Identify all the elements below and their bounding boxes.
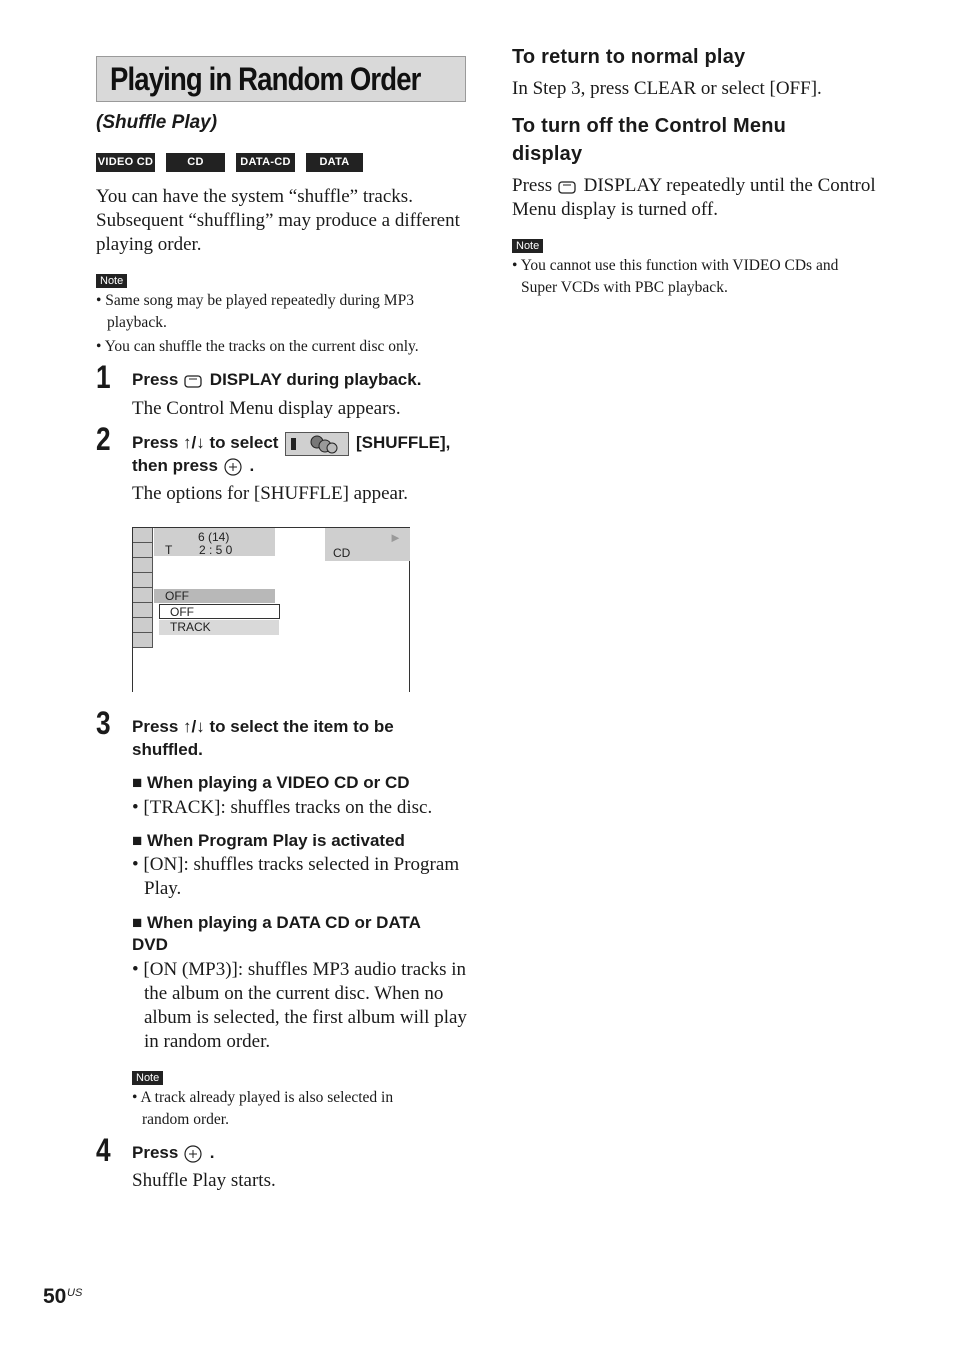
intro-line-1: You can have the system “shuffle” tracks. <box>96 186 413 207</box>
page-number: 50 <box>43 1285 67 1308</box>
step-2-text: The options for [SHUFFLE] appear. <box>132 483 408 504</box>
note-line: • A track already played is also selected in <box>132 1089 394 1106</box>
note-tag: Note <box>132 1071 163 1085</box>
display-button-icon <box>183 373 205 389</box>
osd-menu-cell <box>133 633 153 648</box>
osd-menu-cell <box>133 588 153 603</box>
intro-line-3: playing order. <box>96 234 202 255</box>
enter-button-icon <box>183 1144 205 1164</box>
note-line: random order. <box>142 1111 229 1128</box>
note-tag: Note <box>512 239 543 253</box>
osd-time-label: T <box>165 543 173 557</box>
step-number: 3 <box>96 705 111 741</box>
case-program-heading: ■ When Program Play is activated <box>132 831 405 850</box>
control-menu-display <box>132 527 410 692</box>
enter-button-icon <box>223 457 245 477</box>
osd-menu-cell <box>133 603 153 618</box>
turn-off-text-line-1 <box>512 174 876 198</box>
page-region: US <box>67 1287 83 1299</box>
case-data-bullet-cont: the album on the current disc. When no <box>144 983 444 1004</box>
osd-menu-cell <box>133 573 153 588</box>
case-data-bullet-cont: in random order. <box>144 1031 271 1052</box>
step-2-period: . <box>249 456 255 475</box>
step-1-display: DISPLAY during playback. <box>209 370 422 389</box>
osd-time: 2 : 5 0 <box>199 543 233 557</box>
note-line: • You can shuffle the tracks on the current disc only. <box>96 338 419 355</box>
case-data-heading: ■ When playing a DATA CD or DATA <box>132 913 421 932</box>
note-line: • You cannot use this function with VIDEO CDs and <box>512 257 839 274</box>
step-number: 4 <box>96 1132 111 1168</box>
turn-off-heading-cont: display <box>512 143 583 165</box>
case-video-cd-bullet: • [TRACK]: shuffles tracks on the disc. <box>132 797 433 818</box>
step-2-heading-line-2 <box>132 454 254 477</box>
step-1-text: The Control Menu display appears. <box>132 398 401 419</box>
step-4-press: Press <box>132 1143 179 1162</box>
display-button-icon <box>557 179 579 195</box>
case-data-bullet: • [ON (MP3)]: shuffles MP3 audio tracks in <box>132 959 467 980</box>
osd-menu-cell <box>133 618 153 633</box>
step-4-heading <box>132 1141 215 1164</box>
step-1-heading <box>132 368 421 391</box>
note-line: Super VCDs with PBC playback. <box>521 279 728 296</box>
step-2-press: Press ↑/↓ to select <box>132 433 279 452</box>
step-4-period: . <box>209 1143 215 1162</box>
osd-menu-cell <box>133 558 153 573</box>
page-title: Playing in Random Order <box>110 61 421 97</box>
note-line: playback. <box>107 314 167 331</box>
badge-data-dvd: DATA DVD <box>306 153 363 172</box>
case-program-bullet: • [ON]: shuffles tracks selected in Program <box>132 854 460 875</box>
osd-option-off: OFF <box>170 605 194 619</box>
return-normal-text: In Step 3, press CLEAR or select [OFF]. <box>512 78 822 99</box>
badge-cd: CD <box>166 153 225 172</box>
step-3-heading-line-2: shuffled. <box>132 740 203 759</box>
shuffle-menu-icon <box>285 432 349 456</box>
case-data-bullet-cont: album is selected, the first album will play <box>144 1007 467 1028</box>
turn-off-press: Press <box>512 175 553 196</box>
badge-video-cd: VIDEO CD <box>96 153 155 172</box>
step-2-shuffle: [SHUFFLE], <box>355 433 451 452</box>
note-line: • Same song may be played repeatedly during MP3 <box>96 292 414 309</box>
play-status-icon: ► <box>389 530 402 545</box>
case-data-heading-cont: DVD <box>132 935 168 954</box>
osd-track-count: 6 (14) <box>198 530 230 544</box>
page-subtitle: (Shuffle Play) <box>96 112 218 133</box>
osd-menu-cell <box>133 543 153 558</box>
step-number: 2 <box>96 421 111 457</box>
step-number: 1 <box>96 359 111 395</box>
step-1-press: Press <box>132 370 179 389</box>
intro-line-2: Subsequent “shuffling” may produce a different <box>96 210 460 231</box>
return-normal-heading: To return to normal play <box>512 46 746 68</box>
turn-off-heading: To turn off the Control Menu <box>512 115 787 137</box>
osd-menu-cell <box>133 528 153 543</box>
note-tag: Note <box>96 274 127 288</box>
case-video-cd-heading: ■ When playing a VIDEO CD or CD <box>132 773 410 792</box>
turn-off-text-line-2: Menu display is turned off. <box>512 199 718 220</box>
osd-option-track: TRACK <box>170 620 211 634</box>
turn-off-display: DISPLAY repeatedly until the Control <box>583 175 876 196</box>
osd-current-setting: OFF <box>165 589 189 603</box>
step-2-then-press: then press <box>132 456 218 475</box>
step-4-text: Shuffle Play starts. <box>132 1170 276 1191</box>
step-2-heading-line-1 <box>132 431 450 456</box>
case-program-bullet-cont: Play. <box>144 878 182 899</box>
step-3-heading-line-1: Press ↑/↓ to select the item to be <box>132 717 394 736</box>
osd-disc-type: CD <box>333 546 351 560</box>
badge-data-cd: DATA-CD <box>236 153 295 172</box>
